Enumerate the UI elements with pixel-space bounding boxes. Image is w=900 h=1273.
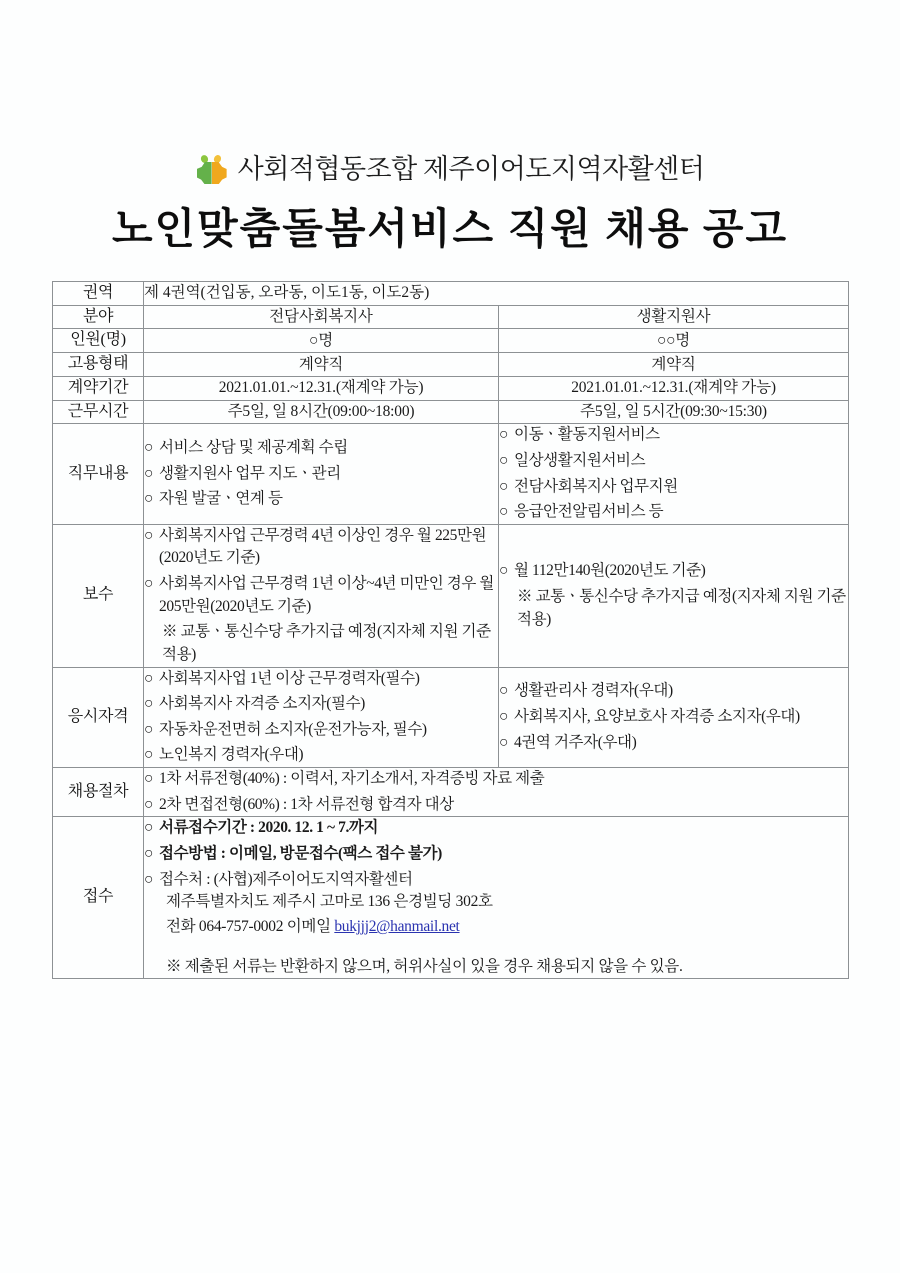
table-row-process bbox=[53, 768, 849, 817]
list-item-text: 2차 면접전형(60%) : 1차 서류전형 합격자 대상 bbox=[159, 795, 454, 813]
row-label-employment-type: 고용형태 bbox=[53, 353, 144, 377]
list-item-text: 사회복지사 자격증 소지자(필수) bbox=[159, 695, 365, 713]
bullet-marker: ○ bbox=[144, 870, 153, 888]
bullet-marker: ○ bbox=[499, 562, 508, 580]
list-item bbox=[144, 768, 848, 791]
application-footnote: ※ 제출된 서류는 반환하지 않으며, 허위사실이 있을 경우 채용되지 않을 수 있음. bbox=[166, 958, 683, 976]
field-left: 전담사회복지사 bbox=[144, 305, 499, 329]
pay-right-list bbox=[499, 560, 848, 631]
list-item-text: 월 112만140원(2020년도 기준) bbox=[514, 562, 706, 580]
list-item-text: 일상생활지원서비스 bbox=[514, 451, 646, 469]
list-item-text: 이동ㆍ활동지원서비스 bbox=[514, 426, 660, 444]
qualifications-right-list bbox=[499, 680, 848, 754]
list-item-text: 사회복지사업 근무경력 1년 이상~4년 미만인 경우 월 205만원(2020년도 기준) bbox=[159, 575, 494, 615]
list-item bbox=[499, 450, 848, 473]
contract-period-right: 2021.01.01.~12.31.(재계약 가능) bbox=[499, 376, 849, 400]
list-item bbox=[144, 668, 498, 691]
qualifications-left-list bbox=[144, 668, 498, 768]
list-item bbox=[144, 437, 498, 460]
bullet-marker: ○ bbox=[144, 770, 153, 788]
row-label-headcount: 인원(명) bbox=[53, 329, 144, 353]
list-item bbox=[499, 732, 848, 755]
table-row-field bbox=[53, 305, 849, 329]
list-item-text: 노인복지 경력자(우대) bbox=[159, 746, 304, 764]
bullet-marker: ○ bbox=[144, 795, 153, 813]
list-item bbox=[144, 843, 848, 866]
contract-period-left: 2021.01.01.~12.31.(재계약 가능) bbox=[144, 376, 499, 400]
table-row-employment-type bbox=[53, 353, 849, 377]
table-row-work-hours bbox=[53, 400, 849, 424]
table-row-contract-period bbox=[53, 376, 849, 400]
qualifications-right-cell bbox=[499, 667, 849, 768]
list-item bbox=[499, 706, 848, 729]
duties-right-cell bbox=[499, 424, 849, 525]
list-item bbox=[499, 476, 848, 499]
application-address: 제주특별자치도 제주시 고마로 136 은경빌딩 302호 bbox=[166, 893, 493, 911]
employment-type-right: 계약직 bbox=[499, 353, 849, 377]
list-item-text: 사회복지사, 요양보호사 자격증 소지자(우대) bbox=[514, 708, 800, 725]
bullet-marker: ○ bbox=[499, 426, 508, 444]
row-label-qualifications: 응시자격 bbox=[53, 667, 144, 768]
bullet-marker: ○ bbox=[499, 451, 508, 469]
table-row-region bbox=[53, 282, 849, 306]
list-item bbox=[499, 424, 848, 447]
bullet-marker: ○ bbox=[144, 490, 153, 508]
list-item-text: 사회복지사업 1년 이상 근무경력자(필수) bbox=[159, 669, 420, 687]
qualifications-left-cell bbox=[144, 667, 499, 768]
bullet-marker: ○ bbox=[144, 844, 153, 862]
application-phone: 전화 064-757-0002 이메일 bbox=[166, 918, 331, 936]
region-value: 제 4권역(건입동, 오라동, 이도1동, 이도2동) bbox=[144, 282, 849, 306]
duties-right-list bbox=[499, 424, 848, 524]
duties-left-list bbox=[144, 437, 498, 511]
work-hours-left: 주5일, 일 8시간(09:00~18:00) bbox=[144, 400, 499, 424]
list-item-text: 1차 서류전형(40%) : 이력서, 자기소개서, 자격증빙 자료 제출 bbox=[159, 770, 545, 788]
list-item bbox=[144, 463, 498, 486]
application-list bbox=[144, 817, 848, 891]
table-row-duties bbox=[53, 424, 849, 525]
list-item-text: 서류접수기간 : 2020. 12. 1 ~ 7.까지 bbox=[159, 819, 379, 837]
bullet-marker: ○ bbox=[144, 526, 153, 544]
bullet-marker: ○ bbox=[499, 708, 508, 725]
work-hours-right: 주5일, 일 5시간(09:30~15:30) bbox=[499, 400, 849, 424]
page-title: 노인맞춤돌봄서비스 직원 채용 공고 bbox=[111, 207, 789, 253]
duties-left-cell bbox=[144, 424, 499, 525]
bullet-marker: ○ bbox=[144, 695, 153, 713]
table-row-application bbox=[53, 817, 849, 979]
headcount-left: ○명 bbox=[144, 329, 499, 353]
list-item bbox=[499, 560, 848, 583]
row-label-work-hours: 근무시간 bbox=[53, 400, 144, 424]
list-item bbox=[499, 501, 848, 524]
list-item-text: 서비스 상담 및 제공계획 수립 bbox=[159, 439, 348, 457]
bullet-marker: ○ bbox=[144, 439, 153, 457]
list-item-text: 자동차운전면허 소지자(운전가능자, 필수) bbox=[159, 720, 427, 738]
row-label-duties: 직무내용 bbox=[53, 424, 144, 525]
bullet-marker: ○ bbox=[499, 477, 508, 495]
list-item-text: 생활지원사 업무 지도ㆍ관리 bbox=[159, 464, 341, 482]
table-row-headcount bbox=[53, 329, 849, 353]
list-item bbox=[144, 794, 848, 817]
row-label-application: 접수 bbox=[53, 817, 144, 979]
pay-right-cell bbox=[499, 524, 849, 667]
list-item-text: 접수방법 : 이메일, 방문접수(팩스 접수 불가) bbox=[159, 844, 442, 862]
employment-type-left: 계약직 bbox=[144, 353, 499, 377]
row-label-field: 분야 bbox=[53, 305, 144, 329]
list-item bbox=[499, 680, 848, 703]
list-item-text: 전담사회복지사 업무지원 bbox=[514, 477, 678, 495]
bullet-marker: ○ bbox=[144, 819, 153, 837]
pay-right-note: ※ 교통ㆍ통신수당 추가지급 예정(지자체 지원 기준 적용) bbox=[517, 587, 846, 628]
list-item bbox=[144, 744, 498, 767]
field-right: 생활지원사 bbox=[499, 305, 849, 329]
bullet-marker: ○ bbox=[144, 720, 153, 738]
bullet-marker: ○ bbox=[144, 746, 153, 764]
bullet-marker: ○ bbox=[499, 503, 508, 521]
list-item bbox=[144, 719, 498, 742]
application-contact bbox=[144, 916, 848, 938]
bullet-marker: ○ bbox=[499, 682, 508, 700]
row-label-pay: 보수 bbox=[53, 524, 144, 667]
organization-name: 사회적협동조합 제주이어도지역자활센터 bbox=[237, 154, 705, 184]
application-cell bbox=[144, 817, 849, 979]
list-item-text: 접수처 : (사협)제주이어도지역자활센터 bbox=[159, 870, 413, 888]
bullet-marker: ○ bbox=[144, 575, 153, 593]
process-list bbox=[144, 768, 848, 816]
headcount-right: ○○명 bbox=[499, 329, 849, 353]
table-row-pay bbox=[53, 524, 849, 667]
row-label-process: 채용절차 bbox=[53, 768, 144, 817]
organization-line bbox=[0, 147, 900, 186]
list-item bbox=[144, 869, 848, 892]
bullet-marker: ○ bbox=[499, 733, 508, 751]
bullet-marker: ○ bbox=[144, 669, 153, 687]
pay-left-cell bbox=[144, 524, 499, 667]
list-item-text: 응급안전알림서비스 등 bbox=[514, 503, 664, 521]
row-label-contract-period: 계약기간 bbox=[53, 376, 144, 400]
bullet-marker: ○ bbox=[144, 464, 153, 482]
list-item bbox=[144, 525, 498, 570]
recruitment-table bbox=[52, 281, 849, 979]
pay-left-list bbox=[144, 525, 498, 667]
sprout-leaf-icon bbox=[196, 154, 230, 184]
row-label-region: 권역 bbox=[53, 282, 144, 306]
list-item bbox=[144, 488, 498, 511]
list-item bbox=[144, 693, 498, 716]
list-item bbox=[144, 573, 498, 618]
list-item-text: 자원 발굴ㆍ연계 등 bbox=[159, 490, 283, 508]
process-cell bbox=[144, 768, 849, 817]
email-link[interactable]: bukjjj2@hanmail.net bbox=[334, 918, 460, 936]
table-row-qualifications bbox=[53, 667, 849, 768]
list-item-text: 사회복지사업 근무경력 4년 이상인 경우 월 225만원(2020년도 기준) bbox=[159, 526, 487, 567]
list-item bbox=[144, 817, 848, 840]
pay-left-note: ※ 교통ㆍ통신수당 추가지급 예정(지자체 지원 기준 적용) bbox=[162, 623, 491, 663]
list-item-text: 4권역 거주자(우대) bbox=[514, 733, 637, 751]
list-item-text: 생활관리사 경력자(우대) bbox=[514, 682, 673, 700]
